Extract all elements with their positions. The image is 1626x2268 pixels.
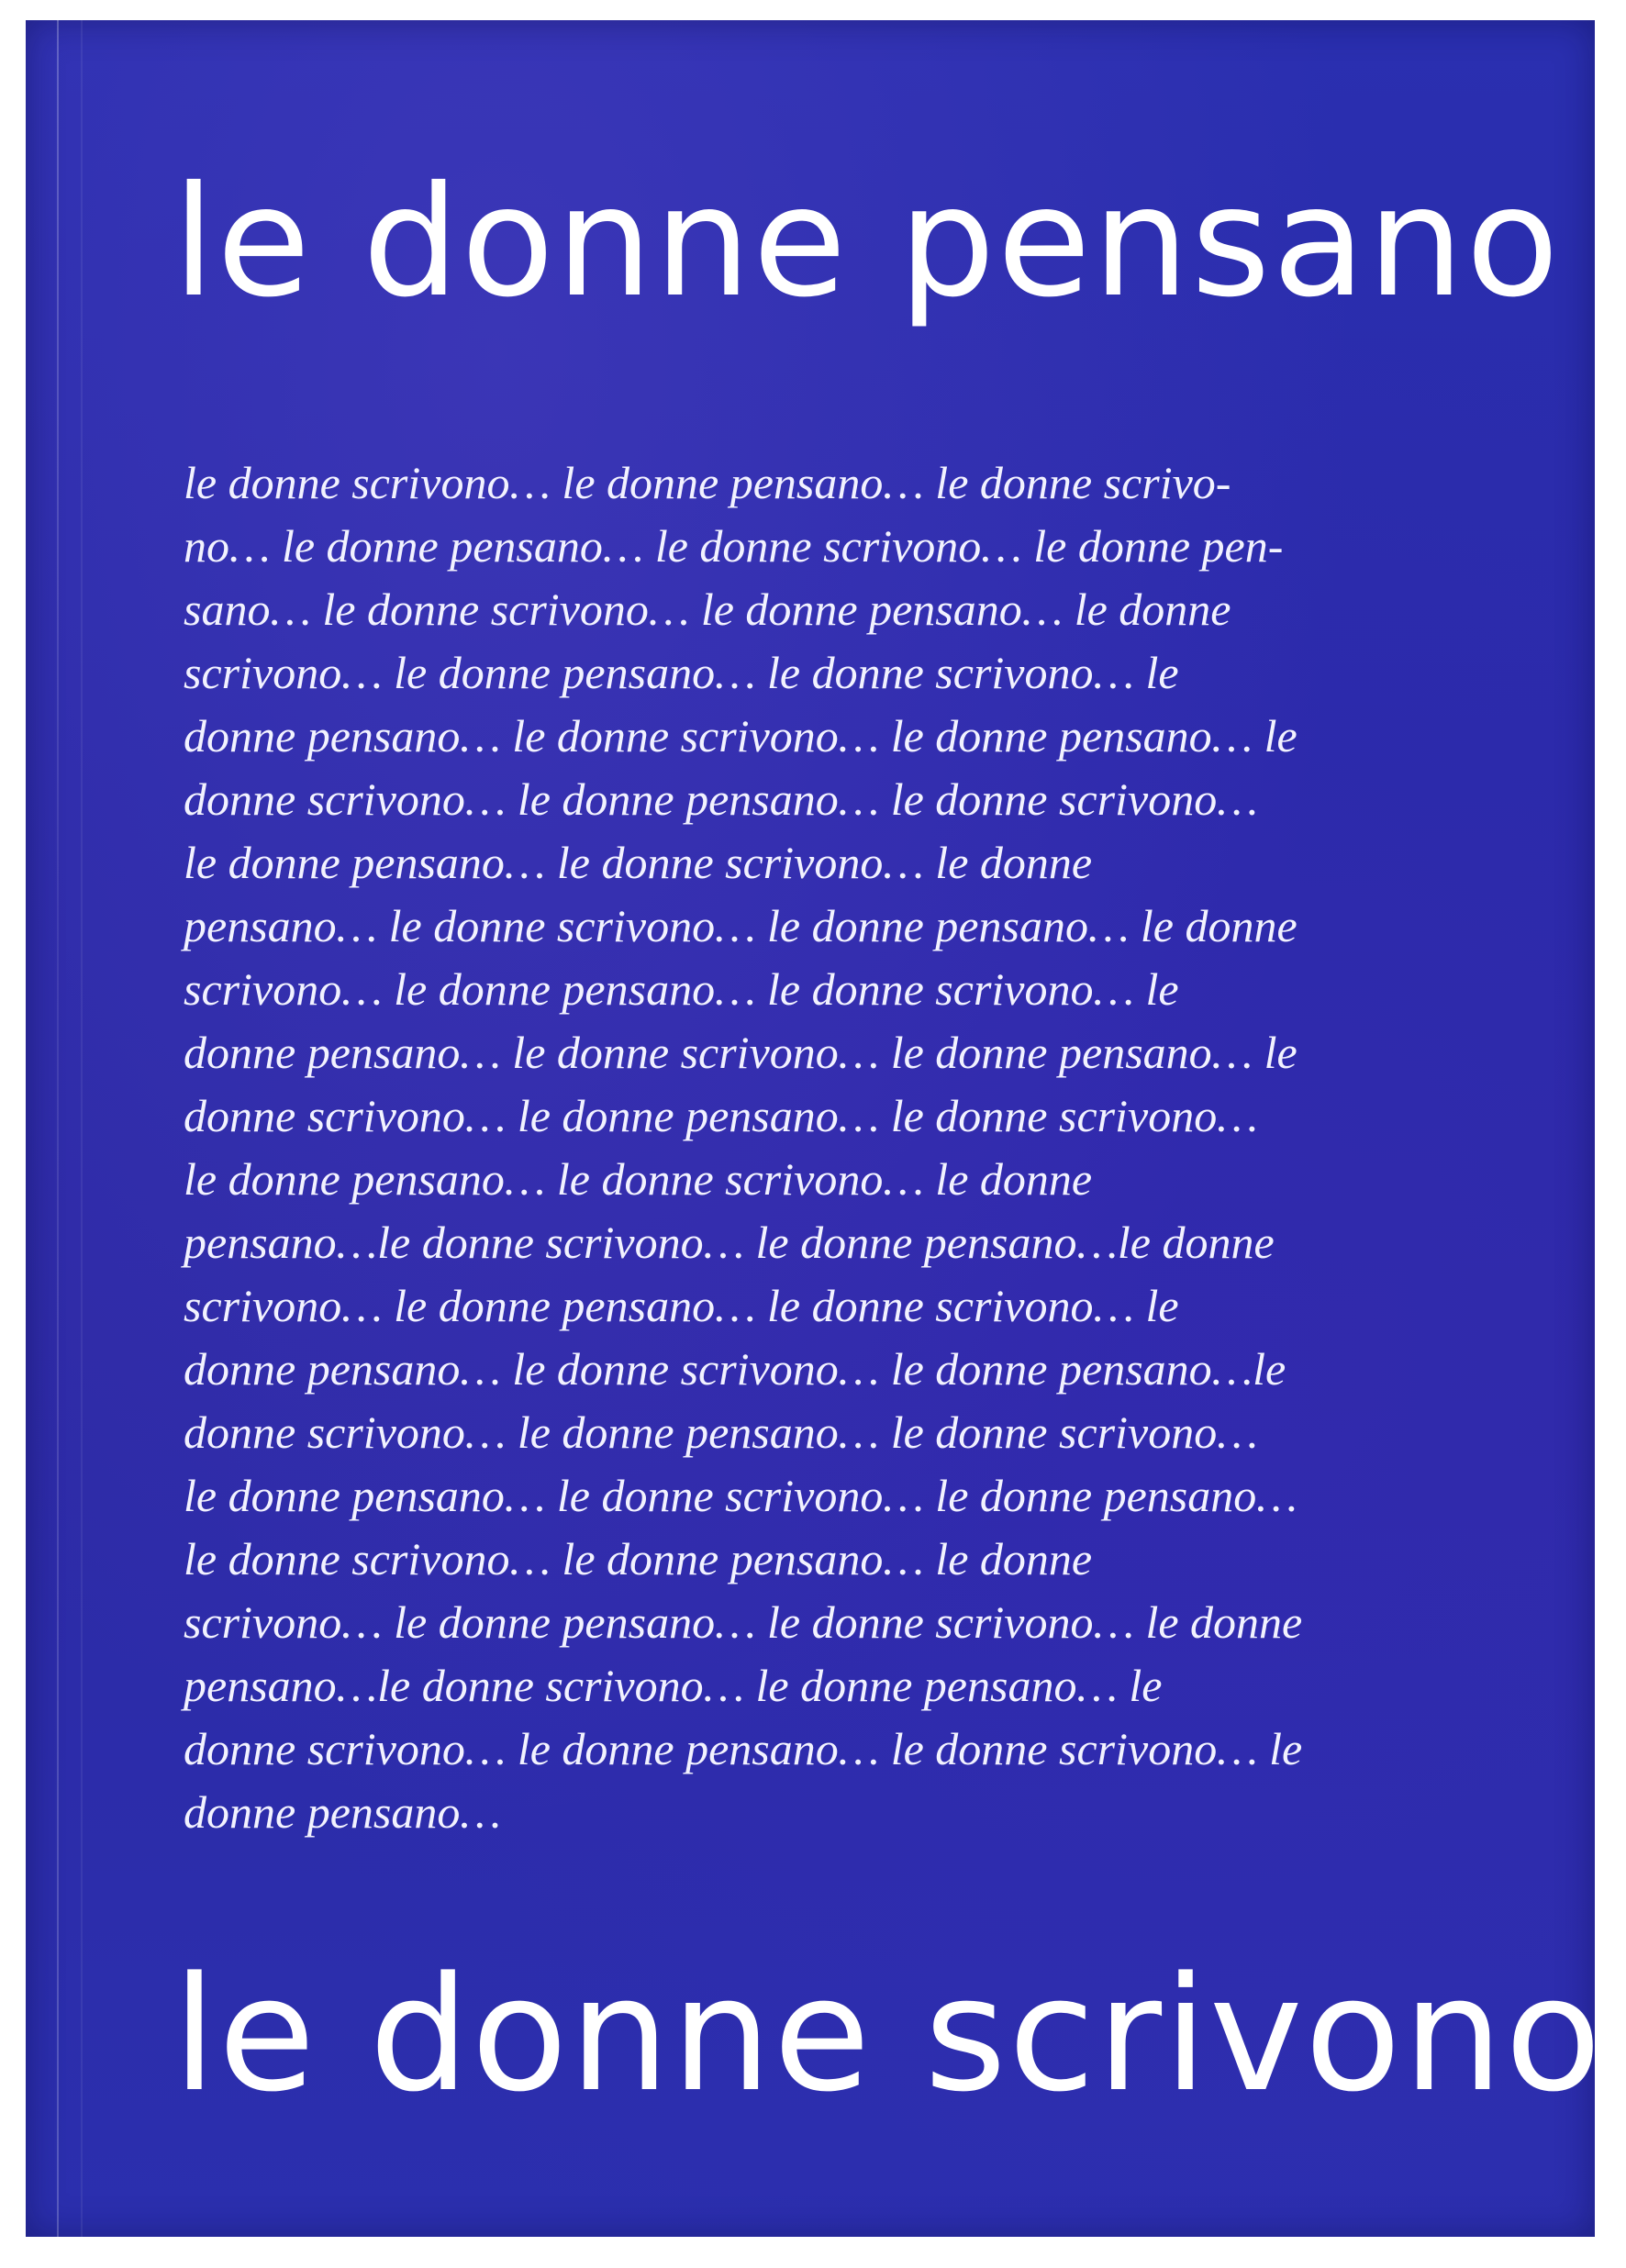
body-line: donne scrivono… le donne pensano… le donne scrivono… [184,773,1258,825]
body-line: sano… le donne scrivono… le donne pensano… le donne [184,584,1231,635]
body-line: pensano… le donne scrivono… le donne pensano… le donne [184,900,1297,951]
book-cover [26,20,1604,2237]
body-line: donne pensano… le donne scrivono… le donne pensano… le [184,710,1297,762]
cover-title-top: le donne pensano [173,154,1561,331]
body-line: le donne scrivono… le donne pensano… le donne [184,1533,1093,1584]
body-line: donne pensano… le donne scrivono… le donne pensano… le [184,1027,1297,1078]
body-line: le donne pensano… le donne scrivono… le donne [184,837,1093,888]
body-line: pensano…le donne scrivono… le donne pensano…le donne [184,1217,1275,1268]
cover-body-text [184,451,1505,1844]
body-line: le donne pensano… le donne scrivono… le donne pensano… [184,1470,1297,1521]
body-line: pensano…le donne scrivono… le donne pensano… le [184,1660,1163,1711]
body-line: le donne scrivono… le donne pensano… le donne scrivo- [184,457,1231,508]
body-line: scrivono… le donne pensano… le donne scrivono… le [184,1280,1179,1331]
body-line: scrivono… le donne pensano… le donne scrivono… le [184,647,1179,698]
body-line: donne pensano… le donne scrivono… le donne pensano…le [184,1343,1286,1395]
body-line: donne scrivono… le donne pensano… le donne scrivono… le [184,1723,1303,1774]
body-line: scrivono… le donne pensano… le donne scrivono… le donne [184,1596,1303,1648]
body-line: le donne pensano… le donne scrivono… le donne [184,1153,1093,1205]
body-line: scrivono… le donne pensano… le donne scrivono… le [184,963,1179,1015]
spine-crease [57,20,59,2237]
body-line: donne scrivono… le donne pensano… le donne scrivono… [184,1090,1258,1141]
cover-title-bottom: le donne scrivono [173,1942,1604,2127]
body-line: donne scrivono… le donne pensano… le donne scrivono… [184,1406,1258,1458]
body-line: no… le donne pensano… le donne scrivono… le donne pen- [184,520,1284,572]
spine-crease [81,20,83,2237]
body-line: donne pensano… [184,1786,501,1838]
